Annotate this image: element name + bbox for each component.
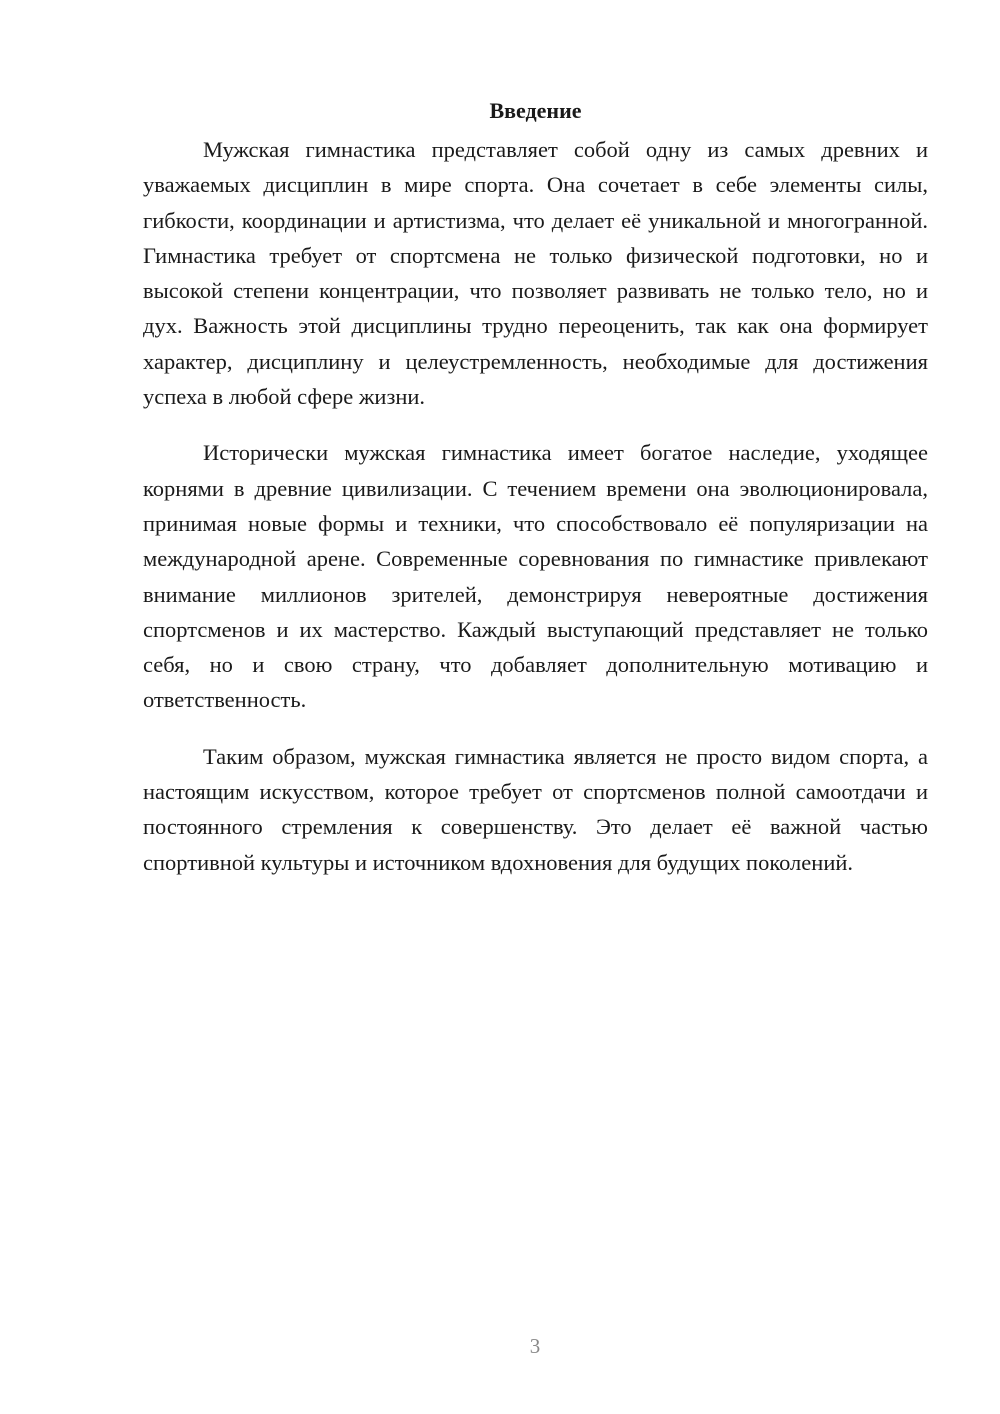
page-number: 3: [529, 1334, 541, 1358]
paragraph-3: Таким образом, мужская гимнастика является не просто видом спорта, а настоящим искусством, которое требует от спортсменов полной самоотдачи и постоянного стремления к совершенству. Это делает её важной частью спортивной культуры и источником вдохновения для будущих поколений.: [143, 743, 928, 875]
paragraph-1: Мужская гимнастика представляет собой одну из самых древних и уважаемых дисциплин в мире спорта. Она сочетает в себе элементы силы, гибкости, координации и артистизма, что делает её уникальной и многогранной. Гимнастика требует от спортсмена не только физической подготовки, но и высокой степени концентрации, что позволяет развивать не только тело, но и дух. Важность этой дисциплины трудно переоценить, так как она формирует характер, дисциплину и целеустремленность, необходимые для достижения успеха в любой сфере жизни.: [143, 137, 928, 410]
page-body: [143, 96, 928, 901]
section-heading: Введение: [489, 98, 582, 123]
paragraph-2: Исторически мужская гимнастика имеет богатое наследие, уходящее корнями в древние цивилизации. С течением времени она эволюционировала, принимая новые формы и техники, что способствовало её популяризации на международной арене. Современные соревнования по гимнастике привлекают внимание миллионов зрителей, демонстрируя невероятные достижения спортсменов и их мастерство. Каждый выступающий представляет не только себя, но и свою страну, что добавляет дополнительную мотивацию и ответственность.: [143, 440, 928, 713]
